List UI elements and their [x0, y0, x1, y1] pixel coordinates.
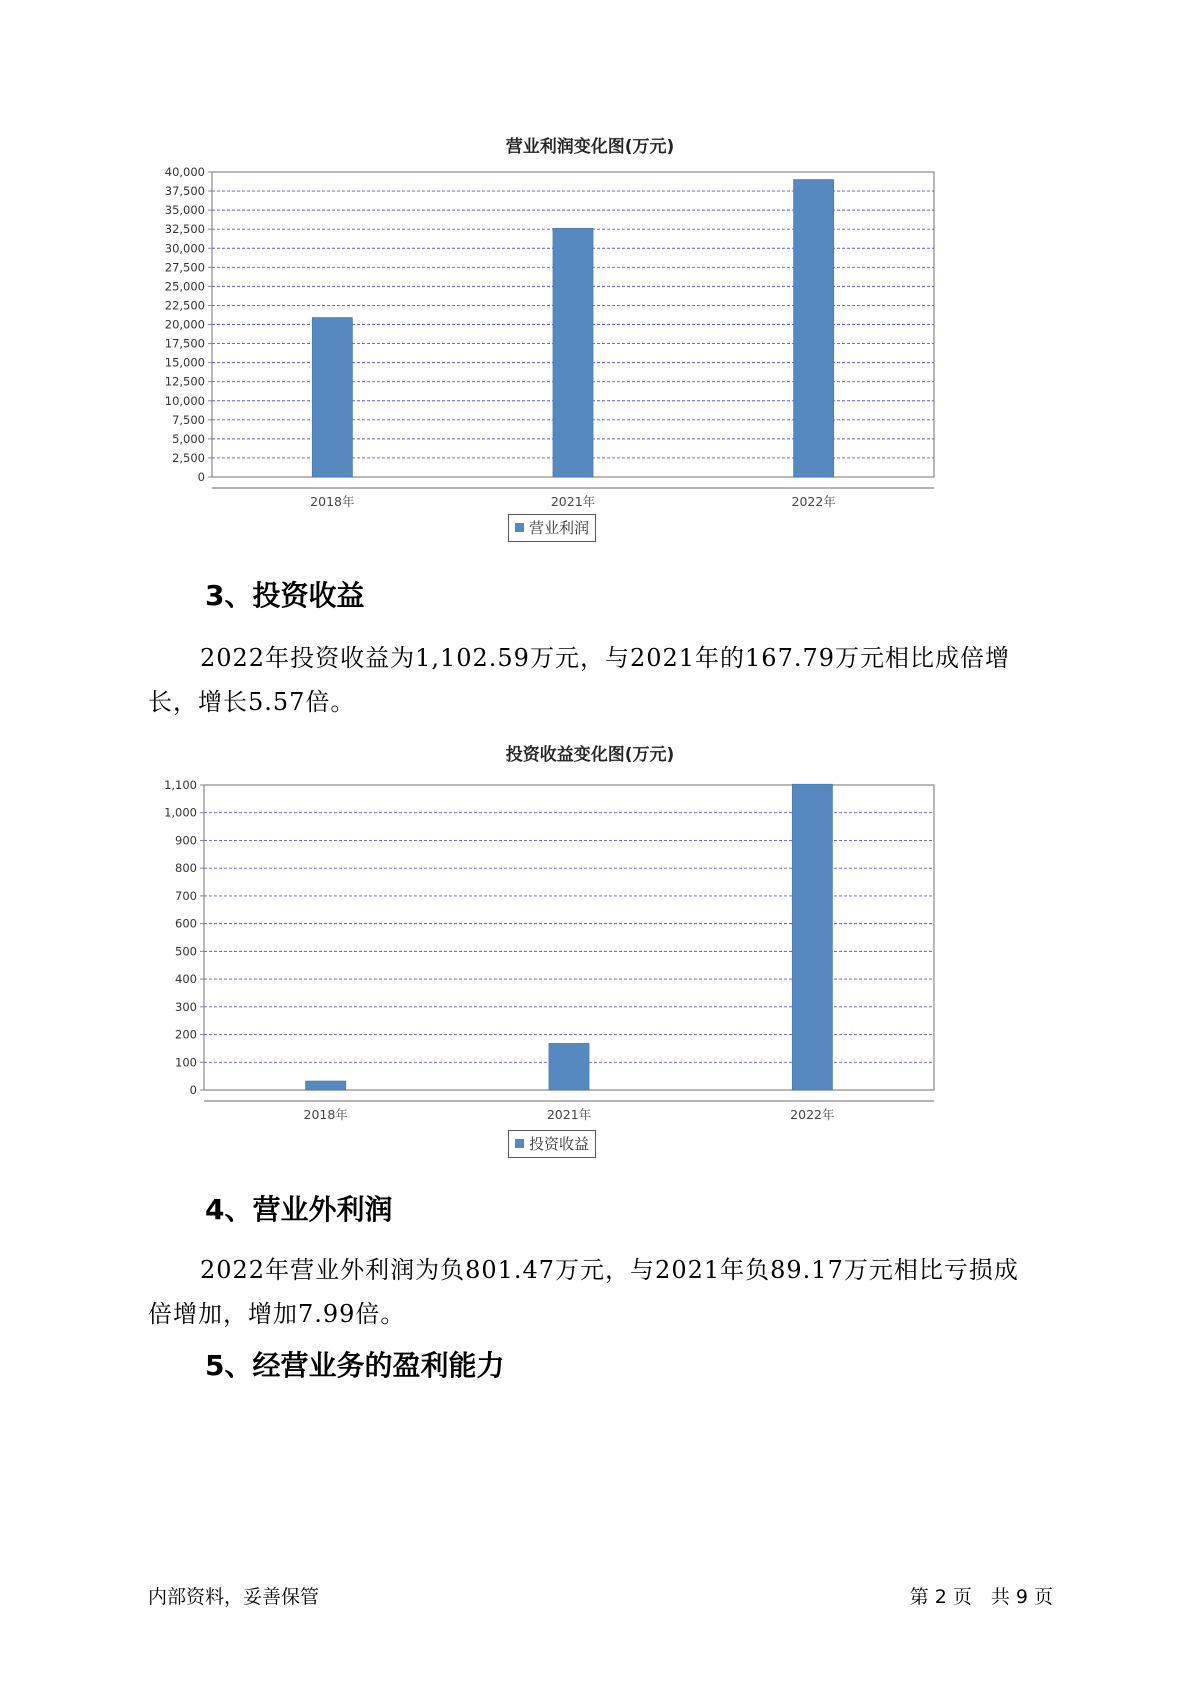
y-tick-label: 400	[175, 972, 197, 987]
x-tick-label: 2021年	[550, 494, 596, 509]
y-tick-label: 1,100	[164, 780, 197, 792]
chart-svg	[150, 160, 1030, 560]
y-tick-label: 900	[175, 833, 197, 848]
section-heading-investment-income: 3、投资收益	[205, 579, 365, 612]
legend-swatch	[515, 1139, 524, 1148]
y-tick-label: 300	[175, 999, 197, 1014]
x-tick-label: 2022年	[791, 494, 836, 509]
y-tick-label: 5,000	[172, 431, 205, 446]
chart-title: 营业利润变化图(万元)	[505, 137, 675, 157]
chart-investment-income	[150, 740, 1030, 1170]
y-tick-label: 22,500	[164, 298, 205, 313]
paragraph-non-operating-profit	[148, 1248, 1068, 1336]
x-tick-label: 2021年	[546, 1107, 592, 1122]
legend-swatch	[515, 523, 524, 532]
bar	[312, 318, 352, 477]
y-tick-label: 27,500	[164, 260, 205, 275]
y-tick-label: 17,500	[164, 336, 205, 351]
y-tick-label: 800	[175, 861, 197, 876]
y-tick-label: 20,000	[164, 317, 205, 332]
footer-confidential-note: 内部资料，妥善保管	[148, 1586, 320, 1608]
y-tick-label: 12,500	[164, 374, 205, 389]
paragraph-line: 倍增加，增加7.99倍。	[148, 1300, 406, 1328]
bar	[792, 784, 832, 1090]
y-tick-label: 25,000	[164, 279, 205, 294]
paragraph-line: 2022年投资收益为1,102.59万元，与2021年的167.79万元相比成倍增	[200, 644, 1011, 672]
y-tick-label: 40,000	[164, 165, 205, 179]
y-tick-label: 600	[175, 916, 197, 931]
legend-label: 营业利润	[529, 519, 590, 537]
paragraph-line: 2022年营业外利润为负801.47万元，与2021年负89.17万元相比亏损成	[200, 1256, 1019, 1284]
bar	[553, 228, 593, 477]
y-tick-label: 200	[175, 1027, 197, 1042]
paragraph-line: 长，增长5.57倍。	[148, 688, 356, 716]
section-heading-operating-profitability: 5、经营业务的盈利能力	[205, 1349, 505, 1382]
y-tick-label: 35,000	[164, 203, 205, 218]
bar	[794, 180, 834, 477]
chart-legend	[508, 1130, 596, 1158]
y-tick-label: 500	[175, 944, 197, 959]
footer-page-number: 第 2 页 共 9 页	[909, 1586, 1053, 1608]
y-tick-label: 0	[189, 1083, 197, 1097]
y-tick-label: 0	[197, 470, 205, 484]
y-tick-label: 1,000	[164, 805, 197, 820]
paragraph-investment-income	[148, 636, 1068, 724]
y-tick-label: 37,500	[164, 184, 205, 199]
y-tick-label: 30,000	[164, 241, 205, 256]
chart-operating-profit	[150, 120, 1030, 550]
x-tick-label: 2018年	[303, 1107, 348, 1122]
chart-legend	[508, 514, 596, 542]
x-tick-label: 2018年	[310, 494, 355, 509]
legend-label: 投资收益	[529, 1135, 590, 1153]
y-tick-label: 7,500	[172, 412, 205, 427]
chart-title: 投资收益变化图(万元)	[505, 745, 675, 765]
y-tick-label: 700	[175, 888, 197, 903]
y-tick-label: 2,500	[172, 450, 205, 465]
y-tick-label: 15,000	[164, 355, 205, 370]
section-heading-non-operating-profit: 4、营业外利润	[205, 1193, 393, 1226]
y-tick-label: 100	[175, 1055, 197, 1070]
chart-svg	[150, 780, 1030, 1180]
x-tick-label: 2022年	[790, 1107, 835, 1122]
y-tick-label: 10,000	[164, 393, 205, 408]
y-tick-label: 32,500	[164, 222, 205, 237]
bar	[549, 1043, 589, 1090]
bar	[306, 1081, 346, 1090]
